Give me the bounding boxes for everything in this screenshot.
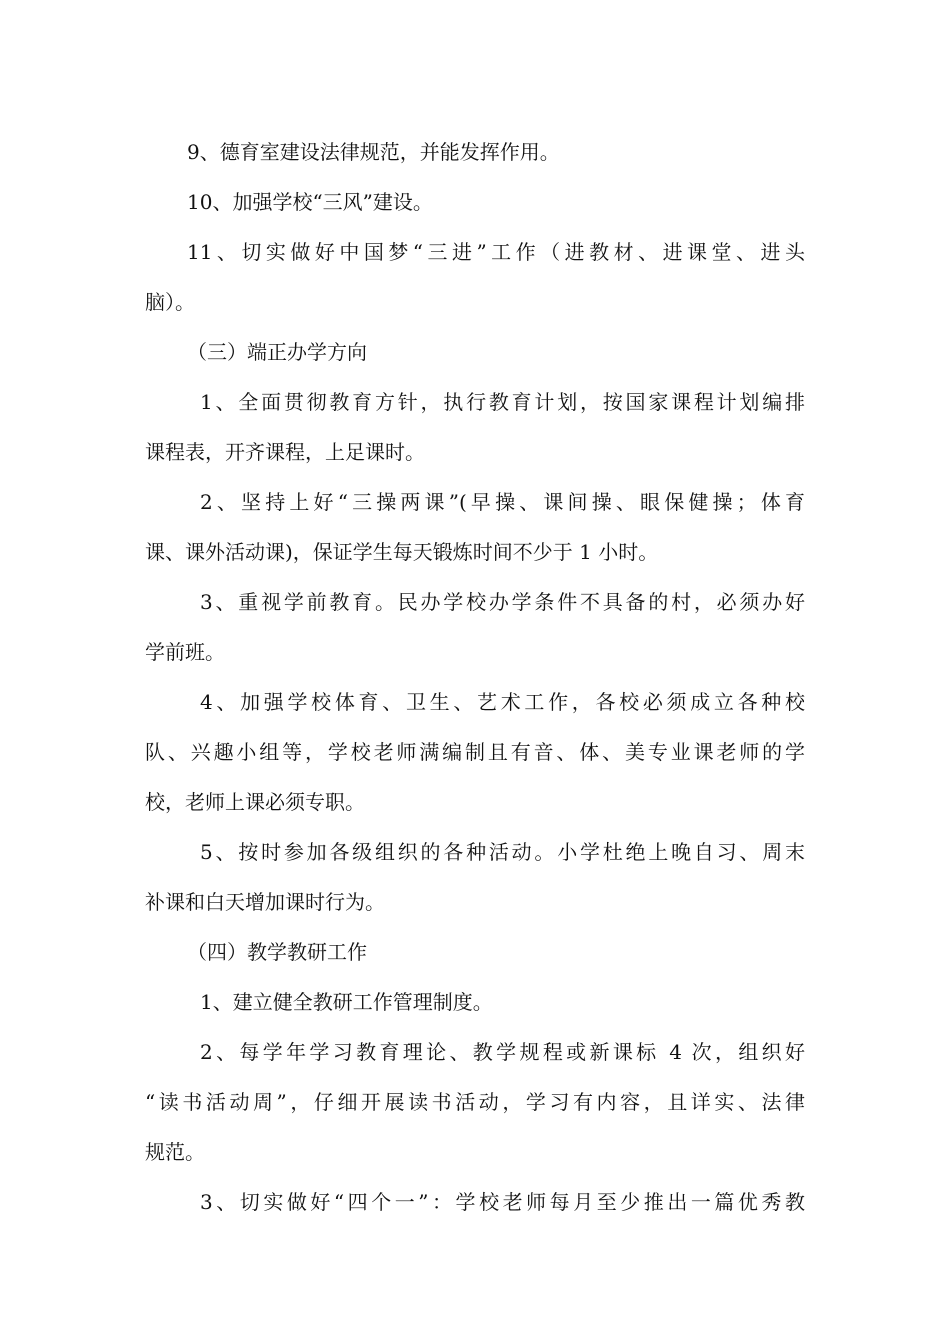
para-4-1-line-1: 1、建立健全教研工作管理制度。 [200,990,493,1014]
para-3-2-line-1: 2、坚持上好“三操两课”(早操、课间操、眼保健操；体育 [200,490,805,514]
para-4-2-line-3: 规范。 [145,1140,205,1164]
para-3-4-line-1: 4、加强学校体育、卫生、艺术工作，各校必须成立各种校 [200,690,805,714]
section-heading-4: （四）教学教研工作 [187,940,367,964]
para-4-2-line-1: 2、每学年学习教育理论、教学规程或新课标 4 次，组织好 [200,1040,805,1064]
para-item-11-line-1: 11、切实做好中国梦“三进”工作（进教材、进课堂、进头 [187,240,805,264]
para-item-9-line-1: 9、德育室建设法律规范，并能发挥作用。 [187,140,560,164]
para-3-5-line-2: 补课和白天增加课时行为。 [145,890,385,914]
para-3-3-line-2: 学前班。 [145,640,225,664]
para-item-10-line-1: 10、加强学校“三风”建设。 [187,190,433,214]
para-3-1-line-2: 课程表，开齐课程，上足课时。 [145,440,425,464]
para-3-1-line-1: 1、全面贯彻教育方针，执行教育计划，按国家课程计划编排 [200,390,805,414]
para-3-4-line-2: 队、兴趣小组等，学校老师满编制且有音、体、美专业课老师的学 [145,740,805,764]
section-heading-3: （三）端正办学方向 [187,340,367,364]
para-4-2-line-2: “读书活动周”，仔细开展读书活动，学习有内容，且详实、法律 [145,1090,805,1114]
para-4-3-line-1: 3、切实做好“四个一”：学校老师每月至少推出一篇优秀教 [200,1190,805,1214]
para-3-4-line-3: 校，老师上课必须专职。 [145,790,365,814]
para-3-2-line-2: 课、课外活动课)，保证学生每天锻炼时间不少于 1 小时。 [145,540,659,564]
para-3-3-line-1: 3、重视学前教育。民办学校办学条件不具备的村，必须办好 [200,590,805,614]
para-3-5-line-1: 5、按时参加各级组织的各种活动。小学杜绝上晚自习、周末 [200,840,805,864]
para-item-11-line-2: 脑）。 [145,290,195,314]
